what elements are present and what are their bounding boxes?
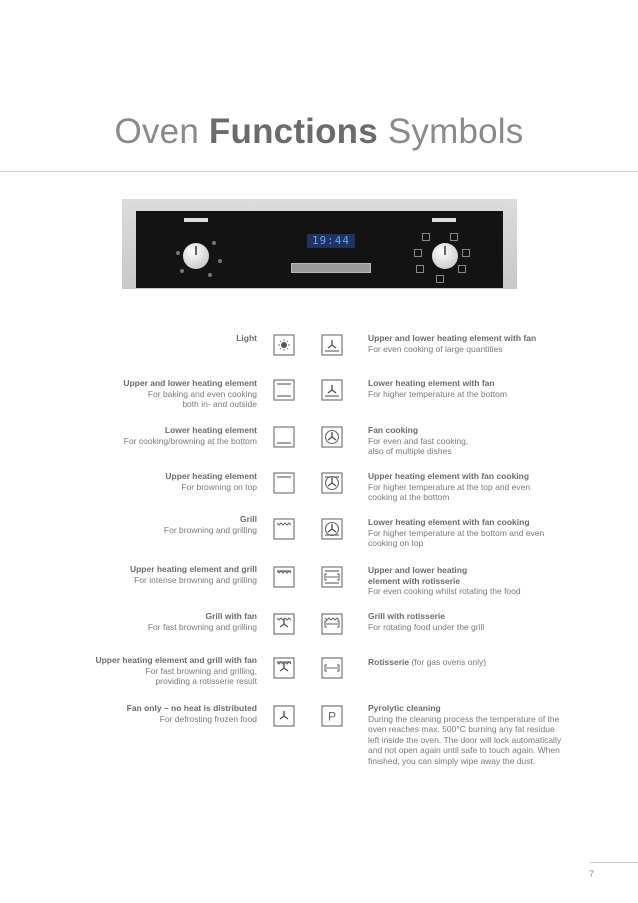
function-title: Pyrolytic cleaning bbox=[368, 703, 441, 713]
lower-heat-fan-cooking-icon bbox=[320, 517, 344, 541]
function-description: For rotating food under the grill bbox=[368, 621, 485, 632]
function-title: Upper and lower heating element bbox=[123, 378, 257, 388]
grill-fan-icon bbox=[272, 612, 296, 636]
upper-heat-fan-cooking-icon bbox=[320, 471, 344, 495]
footer-divider bbox=[590, 862, 638, 863]
left-function-label bbox=[17, 333, 257, 344]
function-label-tag bbox=[432, 218, 456, 222]
right-function-label bbox=[368, 611, 560, 632]
right-function-label bbox=[368, 425, 560, 457]
panel-glass bbox=[136, 211, 503, 288]
upper-heat-grill-fan-icon bbox=[272, 656, 296, 680]
left-function-label bbox=[17, 471, 257, 492]
function-description: For baking and even cooking both in- and outside bbox=[147, 388, 257, 409]
function-description: For fast browning and grilling bbox=[147, 621, 257, 632]
function-description: For even cooking of large quantities bbox=[368, 343, 503, 354]
left-function-label bbox=[17, 425, 257, 446]
function-description: (for gas ovens only) bbox=[409, 657, 487, 667]
function-description: For fast browning and grilling, providing a rotisserie result bbox=[145, 665, 257, 686]
right-function-label bbox=[368, 657, 560, 668]
function-description: For defrosting frozen food bbox=[159, 713, 257, 724]
left-function-label bbox=[17, 655, 257, 687]
grill-rotisserie-icon bbox=[320, 612, 344, 636]
right-function-label bbox=[368, 471, 560, 503]
function-title: Lower heating element with fan cooking bbox=[368, 517, 530, 527]
grill-icon bbox=[272, 517, 296, 541]
upper-lower-heat-fan-icon bbox=[320, 333, 344, 357]
function-title: Grill with rotisserie bbox=[368, 611, 445, 621]
upper-heat-grill-icon bbox=[272, 565, 296, 589]
title-divider bbox=[0, 171, 638, 172]
function-description: For higher temperature at the top and even cooking at the bottom bbox=[368, 481, 531, 502]
page-title: Oven Functions Symbols bbox=[114, 112, 524, 151]
function-title: Light bbox=[236, 333, 257, 343]
function-title: Upper heating element and grill bbox=[129, 564, 257, 574]
function-title: Upper heating element and grill with fan bbox=[95, 655, 257, 665]
right-function-label bbox=[368, 565, 560, 597]
function-description: For cooking/browning at the bottom bbox=[123, 435, 257, 446]
function-description: For browning and grilling bbox=[163, 524, 257, 535]
function-title: Upper heating element with fan cooking bbox=[368, 471, 530, 481]
function-title: Lower heating element with fan bbox=[368, 378, 495, 388]
function-title: Fan cooking bbox=[368, 425, 419, 435]
page-number: 7 bbox=[589, 869, 595, 879]
right-function-label bbox=[368, 703, 563, 766]
pyrolytic-cleaning-icon bbox=[320, 704, 344, 728]
lower-heat-fan-icon bbox=[320, 378, 344, 402]
function-description: For browning on top bbox=[181, 481, 257, 492]
function-description: For higher temperature at the bottom and even cooking on top bbox=[368, 527, 545, 548]
left-function-label bbox=[17, 564, 257, 585]
touch-buttons bbox=[291, 263, 371, 273]
function-title: Grill with fan bbox=[205, 611, 257, 621]
function-description: For intense browning and grilling bbox=[134, 574, 257, 585]
function-title: Grill bbox=[239, 514, 257, 524]
rotisserie-icon bbox=[320, 656, 344, 680]
right-function-label bbox=[368, 333, 560, 354]
oven-control-panel bbox=[122, 199, 517, 289]
temperature-knob bbox=[183, 243, 209, 269]
function-knob bbox=[432, 243, 458, 269]
function-description: During the cleaning process the temperature of the oven reaches max. 500°C burning any fat residue left inside the oven. The door will lock automatically and not open again until safe to touch again. When finished, you can simply wipe away the dust. bbox=[368, 713, 562, 766]
left-function-label bbox=[17, 611, 257, 632]
function-title: Lower heating element bbox=[164, 425, 257, 435]
light-icon bbox=[272, 333, 296, 357]
upper-heat-icon bbox=[272, 471, 296, 495]
clock-display: 19:44 bbox=[307, 234, 355, 248]
right-function-label bbox=[368, 517, 560, 549]
function-title: Upper heating element bbox=[165, 471, 257, 481]
function-description: For higher temperature at the bottom bbox=[368, 388, 507, 399]
left-function-label bbox=[17, 378, 257, 410]
function-description: For even and fast cooking, also of multiple dishes bbox=[368, 435, 469, 456]
upper-lower-heat-rotisserie-icon bbox=[320, 565, 344, 589]
fan-only-icon bbox=[272, 704, 296, 728]
function-title: Fan only – no heat is distributed bbox=[126, 703, 257, 713]
left-function-label bbox=[17, 514, 257, 535]
function-title: Rotisserie bbox=[368, 657, 410, 667]
svg-text:P: P bbox=[327, 709, 337, 724]
upper-lower-heat-icon bbox=[272, 378, 296, 402]
left-function-label bbox=[17, 703, 257, 724]
fan-cooking-icon bbox=[320, 425, 344, 449]
function-title: Upper and lower heating element with fan bbox=[368, 333, 537, 343]
temperature-label-tag bbox=[184, 218, 208, 222]
lower-heat-icon bbox=[272, 425, 296, 449]
function-title: Upper and lower heating element with rotisserie bbox=[368, 565, 468, 586]
function-description: For even cooking whilst rotating the food bbox=[368, 586, 521, 596]
right-function-label bbox=[368, 378, 560, 399]
